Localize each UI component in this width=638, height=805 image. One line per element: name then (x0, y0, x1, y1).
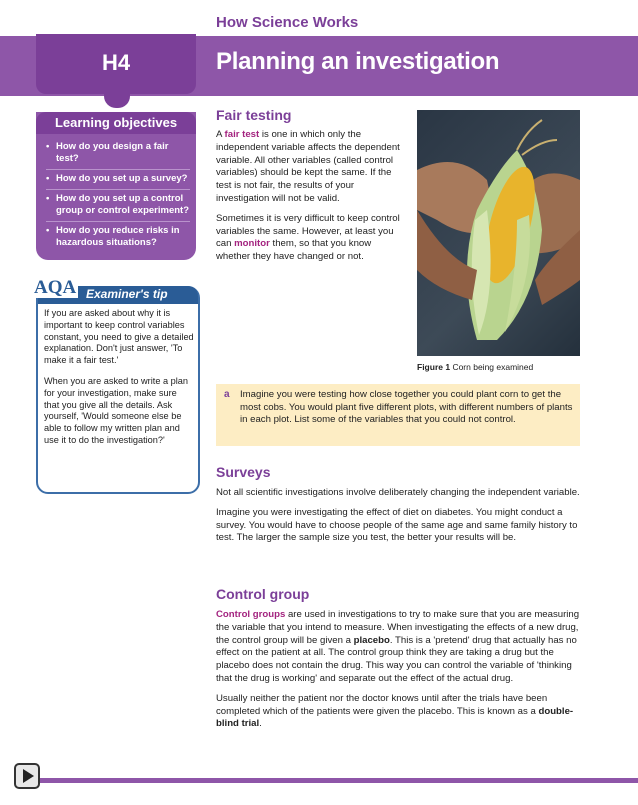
corn-illustration (417, 110, 580, 356)
figure-caption: Figure 1 Corn being examined (417, 362, 534, 372)
code-tab-notch (104, 90, 130, 108)
surveys-section (216, 464, 580, 552)
keyword-double-blind-trial: double-blind trial (216, 705, 574, 730)
fair-testing-heading: Fair testing (216, 107, 292, 123)
surveys-paragraph: Not all scientific investigations involve deliberately changing the independent variable. (216, 487, 580, 498)
tip-paragraph: If you are asked about why it is important to keep control variables constant, you need to give a detailed explanation. Don't just answer, 'To make it a fair test.' (44, 308, 194, 366)
fair-testing-section (216, 107, 406, 271)
keyword-placebo: placebo (353, 634, 390, 646)
objective-item: • How do you reduce risks in hazardous situations? (46, 222, 190, 253)
question-label: a (224, 389, 230, 400)
page-title: Planning an investigation (216, 48, 500, 75)
question-text: Imagine you were testing how close together you could plant corn to get the most cobs. You would plant five different plots, with different numbers of plants in each plot. List some of the variables that you could not control. (240, 389, 573, 426)
control-group-paragraph: Usually neither the patient nor the doctor knows until after the trials have been completed which of the patients were given the placebo. This is known as a double-blind trial. (216, 692, 574, 730)
control-group-section (216, 586, 580, 738)
keyword-fair-test[interactable]: fair test (224, 129, 260, 140)
objective-item: • How do you design a fair test? (46, 138, 190, 170)
fair-testing-paragraph: Sometimes it is very difficult to keep control variables the same. However, at least you can monitor them, so that you know whether they have changed or not. (216, 212, 400, 263)
section-label: How Science Works (216, 14, 359, 31)
keyword-control-groups[interactable]: Control groups (216, 609, 286, 620)
aqa-logo: AQA (34, 277, 77, 298)
examiners-tip-heading: Examiner's tip (86, 287, 168, 301)
fair-testing-paragraph: A fair test is one in which only the independent variable affects the dependent variable. All other variables (called control variables) should be kept the same. If the test is not fair, the results of your investigation will not be valid. (216, 129, 400, 204)
surveys-paragraph: Imagine you were investigating the effect of diet on diabetes. You might conduct a survey. You would have to choose people of the same age and same family history to test. The larger the sample size you test, the better your results will be. (216, 506, 578, 544)
keyword-monitor[interactable]: monitor (234, 238, 270, 250)
corn-photo (417, 110, 580, 356)
objective-item: • How do you set up a survey? (46, 170, 190, 190)
play-icon (16, 765, 38, 787)
examiners-tip-text (44, 308, 194, 456)
surveys-body (216, 487, 580, 545)
section-code: H4 (101, 50, 131, 75)
learning-objectives-heading: Learning objectives (36, 112, 196, 134)
control-group-paragraph: Control groups are used in investigations to try to make sure that you are measuring the variable that you intend to measure. When investigating the effects of a new drug, the control group will be given a placebo. This is a 'pretend' drug that actually has no effect on the patient at all. The control group think they are taking a drug but the placebo does not contain the drug. This way you can control the variable of 'thinking that the drug is working' and separate out the effect of the actual drug. (216, 609, 580, 684)
play-button[interactable] (14, 763, 40, 789)
objective-item: • How do you set up a control group or control experiment? (46, 190, 190, 222)
tip-paragraph: When you are asked to write a plan for your investigation, make sure that you give all the details. Ask yourself, 'Would someone else be able to follow my written plan and use it to do the investigation?' (44, 375, 189, 445)
learning-objectives-box (36, 112, 196, 260)
bottom-rule (30, 778, 638, 783)
control-group-heading: Control group (216, 586, 310, 602)
fair-testing-body (216, 129, 406, 264)
surveys-heading: Surveys (216, 464, 271, 480)
control-group-body (216, 609, 580, 731)
